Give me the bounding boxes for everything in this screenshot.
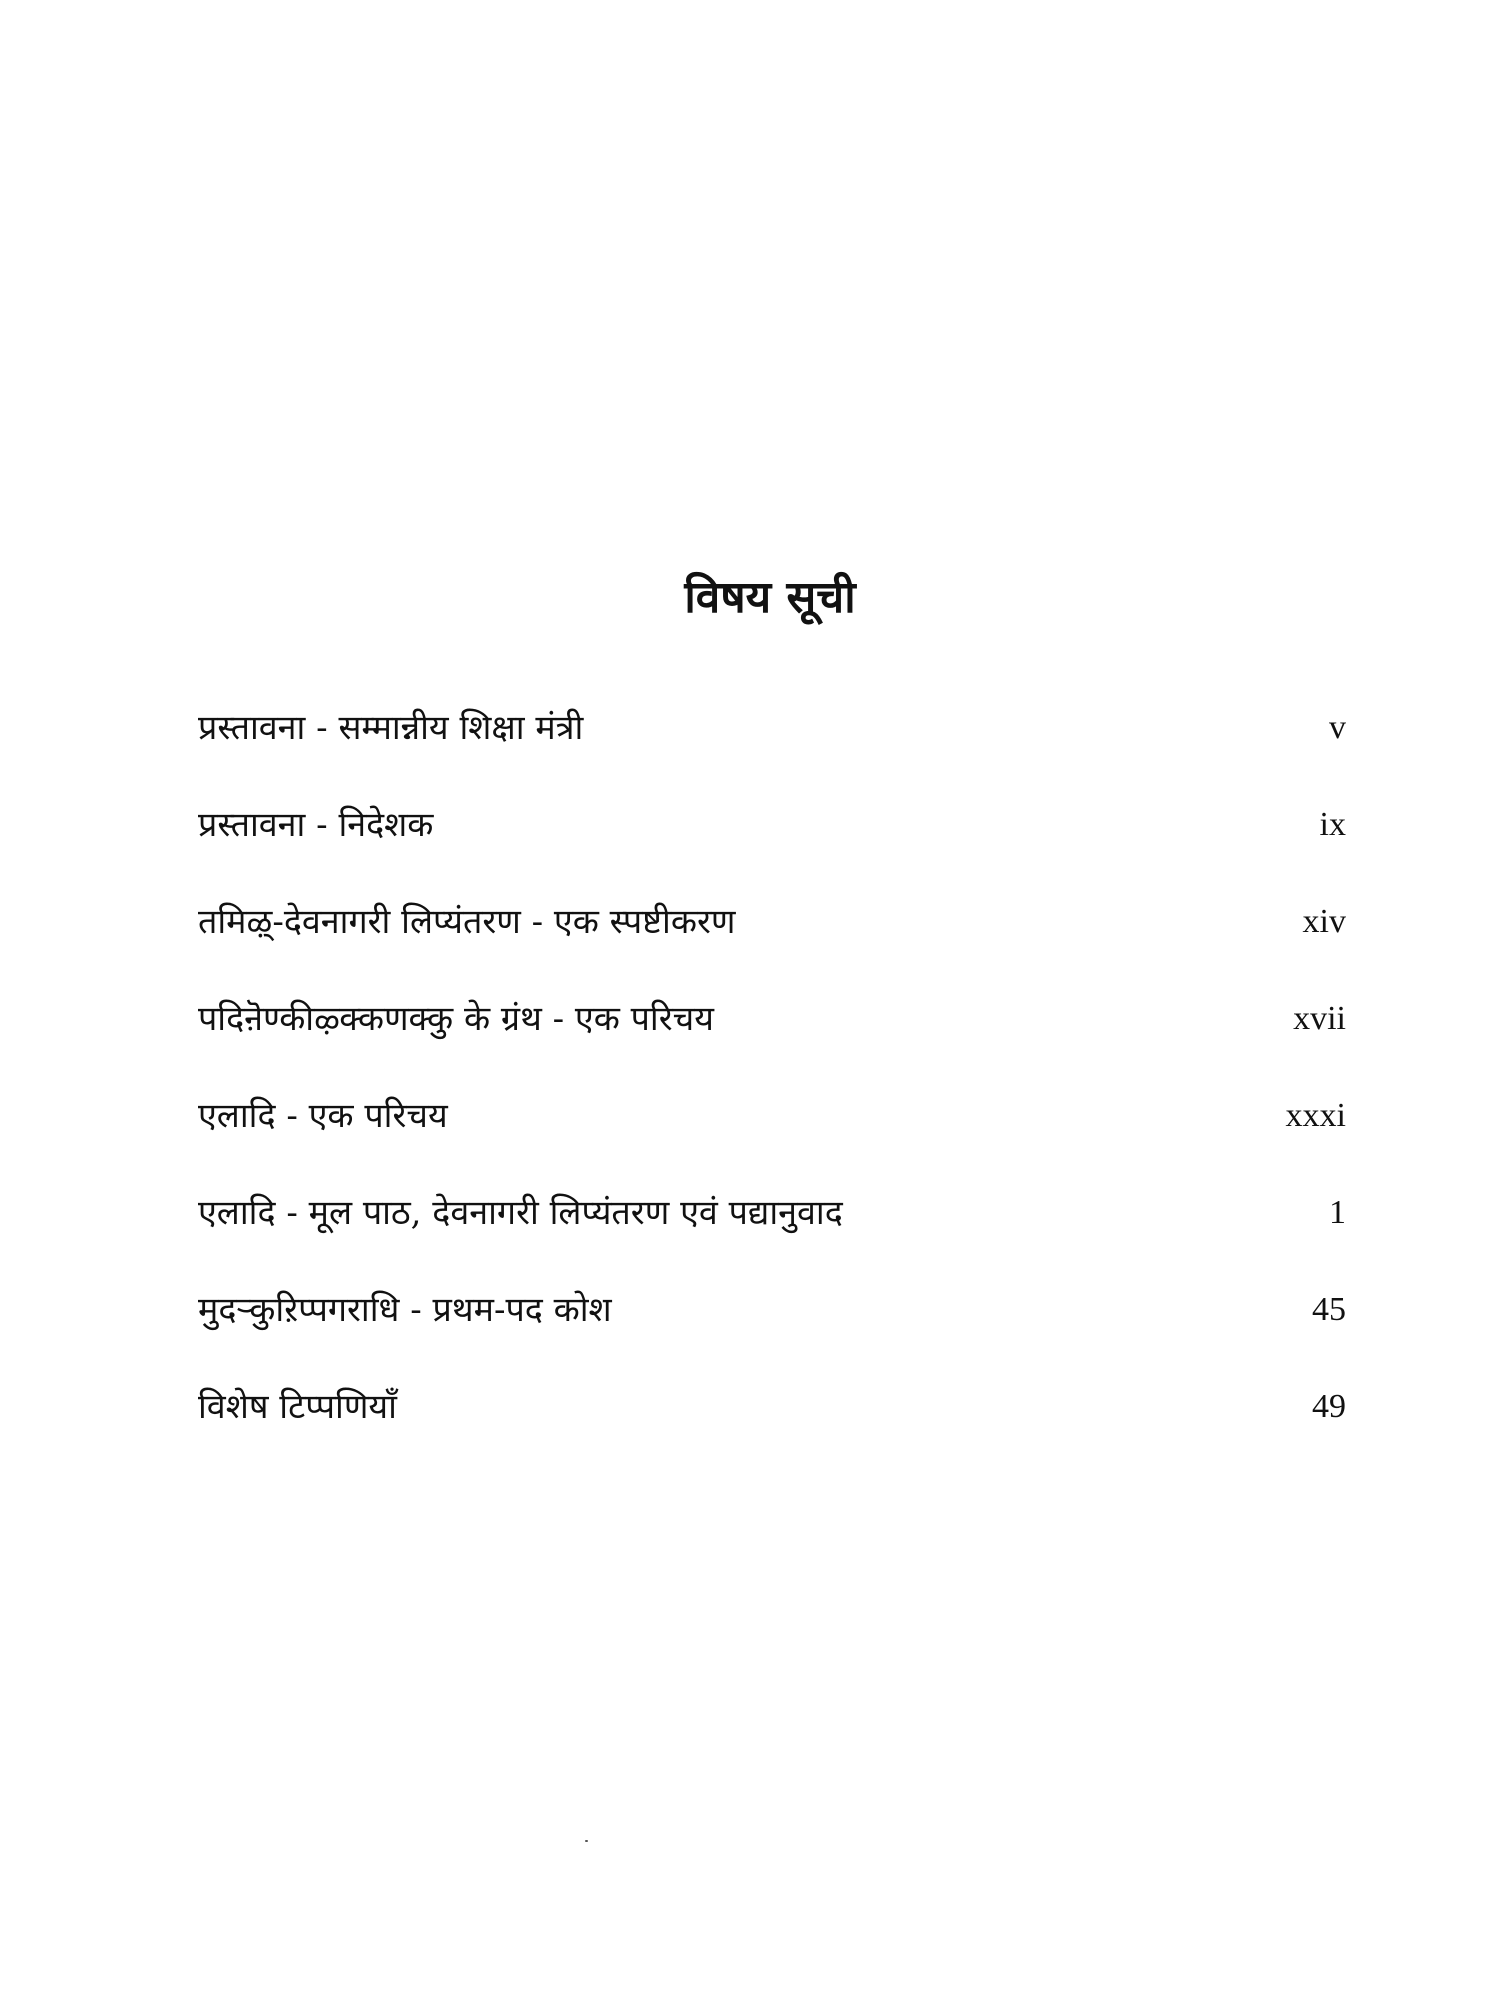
- toc-entry-label: मुदऱ्कुऱिप्पगराधि - प्रथम-पद कोश: [198, 1290, 612, 1330]
- toc-entry-page: 1: [1329, 1194, 1346, 1231]
- toc-entry: [198, 894, 1346, 950]
- toc-entry: [198, 1185, 1346, 1241]
- toc-entry-page: ix: [1319, 806, 1346, 843]
- toc-entry-page: xxxi: [1285, 1097, 1346, 1134]
- page-title: विषय सूची: [684, 572, 856, 623]
- toc-entry: [198, 797, 1346, 853]
- toc-entry-page: 45: [1312, 1291, 1346, 1328]
- toc-entry-label: एलादि - मूल पाठ, देवनागरी लिप्यंतरण एवं पद्यानुवाद: [198, 1193, 843, 1233]
- toc-entry-page: 49: [1312, 1388, 1346, 1425]
- scan-speck: [585, 1840, 588, 1842]
- toc-entry: [198, 991, 1346, 1047]
- toc-entry-label: प्रस्तावना - सम्मान्नीय शिक्षा मंत्री: [198, 708, 584, 748]
- toc-entry: [198, 1088, 1346, 1144]
- toc-entry-label: प्रस्तावना - निदेशक: [198, 805, 434, 845]
- toc-entry-page: v: [1329, 709, 1346, 746]
- toc-entry-page: xiv: [1302, 903, 1346, 940]
- toc-entry: [198, 1282, 1346, 1338]
- toc-entry: [198, 1379, 1346, 1435]
- toc-entry-label: पदिऩॆण्कीऴ्क्कणक्कु के ग्रंथ - एक परिचय: [198, 999, 714, 1039]
- toc-entry: [198, 700, 1346, 756]
- toc-entry-label: विशेष टिप्पणियाँ: [198, 1387, 397, 1427]
- toc-entry-label: तमिऴ्-देवनागरी लिप्यंतरण - एक स्पष्टीकरण: [198, 902, 736, 942]
- table-of-contents: [198, 700, 1346, 1476]
- toc-entry-label: एलादि - एक परिचय: [198, 1096, 448, 1136]
- toc-entry-page: xvii: [1293, 1000, 1346, 1037]
